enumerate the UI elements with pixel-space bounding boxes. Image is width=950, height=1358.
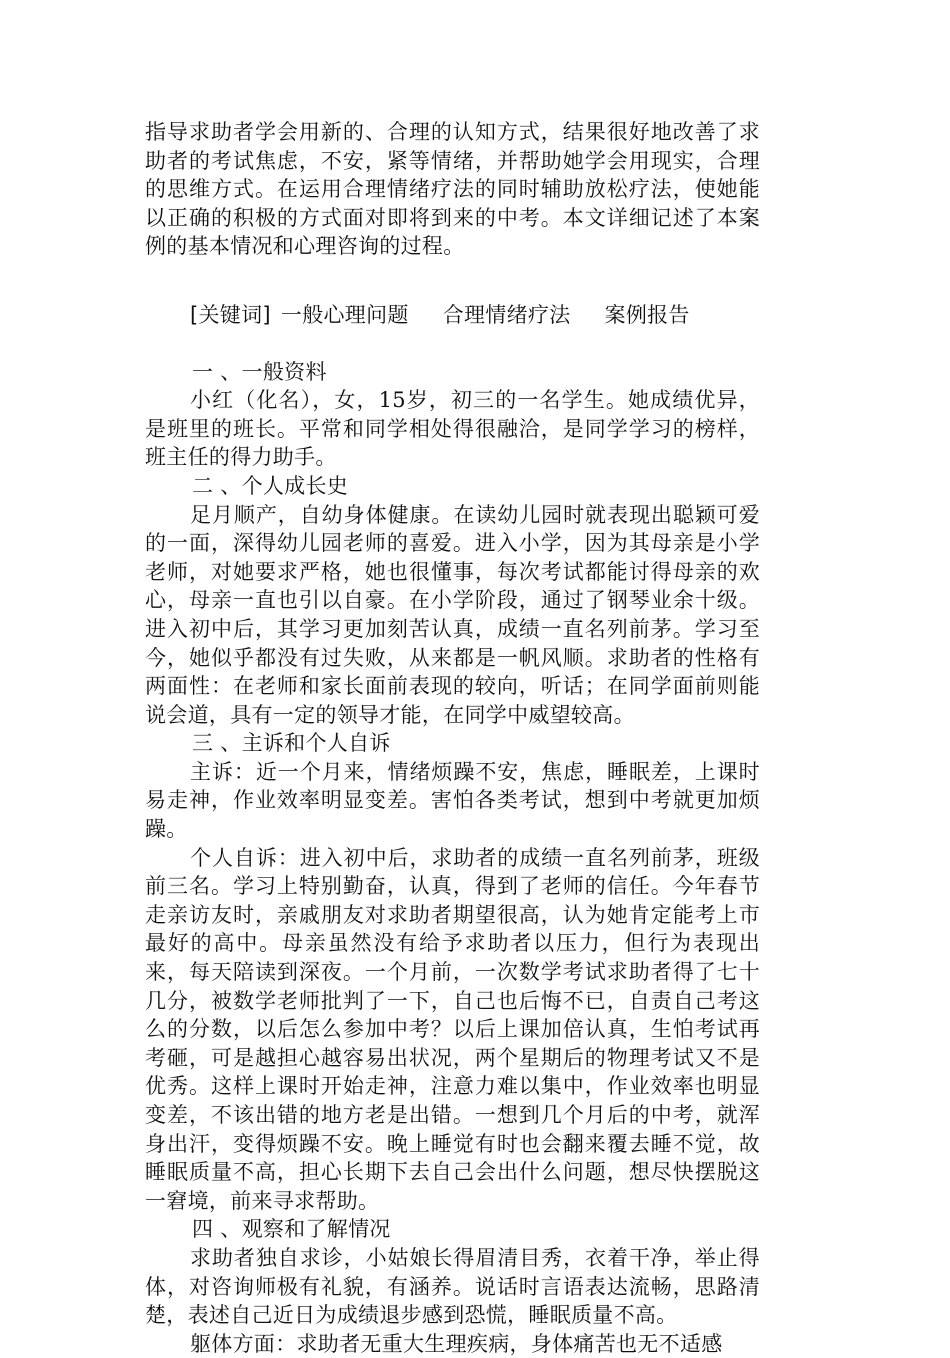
body-paragraph: 足月顺产，自幼身体健康。在读幼儿园时就表现出聪颖可爱的一面，深得幼儿园老师的喜爱。进入小学，因为其母亲是小学老师，对她要求严格，她也很懂事，每次考试都能讨得母亲的欢心，母亲一直也引以自豪。在小学阶段，通过了钢琴业余十级。进入初中后，其学习更加刻苦认真，成绩一直名列前茅。学习至今，她似乎都没有过失败，从来都是一帆风顺。求助者的性格有两面性：在老师和家长面前表现的较向，听话；在同学面前则能说会道，具有一定的领导才能，在同学中威望较高。 bbox=[145, 502, 760, 727]
keyword-item: 一般心理问题 bbox=[280, 302, 409, 327]
body-paragraph: 主诉：近一个月来，情绪烦躁不安，焦虑，睡眠差，上课时易走神，作业效率明显变差。害怕各类考试，想到中考就更加烦躁。 bbox=[145, 759, 760, 842]
section-heading: 四 、观察和了解情况 bbox=[192, 1217, 391, 1242]
body-paragraph: 个人自诉：进入初中后，求助者的成绩一直名列前茅，班级前三名。学习上特别勤奋，认真，得到了老师的信任。今年春节走亲访友时，亲戚朋友对求助者期望很高，认为她肯定能考上市最好的高中。母亲虽然没有给予求助者以压力，但行为表现出来，每天陪读到深夜。一个月前，一次数学考试求助者得了七十几分，被数学老师批判了一下，自己也后悔不已，自责自己考这么的分数，以后怎么参加中考？以后上课加倍认真，生怕考试再考砸，可是越担心越容易出状况，两个星期后的物理考试又不是优秀。这样上课时开始走神，注意力难以集中，作业效率也明显变差，不该出错的地方老是出错。一想到几个月后的中考，就浑身出汗，变得烦躁不安。晚上睡觉有时也会翻来覆去睡不觉，故睡眠质量不高，担心长期下去自己会出什么问题，想尽快摆脱这一窘境，前来寻求帮助。 bbox=[145, 845, 760, 1213]
body-paragraph: 小红（化名），女，15岁，初三的一名学生。她成绩优异，是班里的班长。平常和同学相处得很融洽，是同学学习的榜样，班主任的得力助手。 bbox=[145, 388, 760, 470]
section-heading: 一 、一般资料 bbox=[192, 359, 327, 384]
section-heading: 三 、主诉和个人自诉 bbox=[192, 731, 391, 756]
body-paragraph: 躯体方面：求助者无重大生理疾病，身体痛苦也无不适感 bbox=[190, 1331, 723, 1356]
body-paragraph: 求助者独自求诊，小姑娘长得眉清目秀，衣着干净，举止得体，对咨询师极有礼貌，有涵养。说话时言语表达流畅，思路清楚，表述自己近日为成绩退步感到恐慌，睡眠质量不高。 bbox=[145, 1245, 760, 1328]
abstract-paragraph: 指导求助者学会用新的、合理的认知方式，结果很好地改善了求助者的考试焦虑，不安，紧等情绪，并帮助她学会用现实，合理的思维方式。在运用合理情绪疗法的同时辅助放松疗法，使她能以正确的积极的方式面对即将到来的中考。本文详细记述了本案例的基本情况和心理咨询的过程。 bbox=[145, 120, 760, 259]
keywords-label: [关键词] bbox=[190, 302, 271, 327]
document-page bbox=[145, 118, 760, 1358]
section-heading: 二 、个人成长史 bbox=[192, 473, 349, 498]
keywords-line bbox=[145, 301, 760, 330]
keyword-item: 合理情绪疗法 bbox=[442, 302, 571, 327]
keyword-item: 案例报告 bbox=[604, 302, 690, 327]
